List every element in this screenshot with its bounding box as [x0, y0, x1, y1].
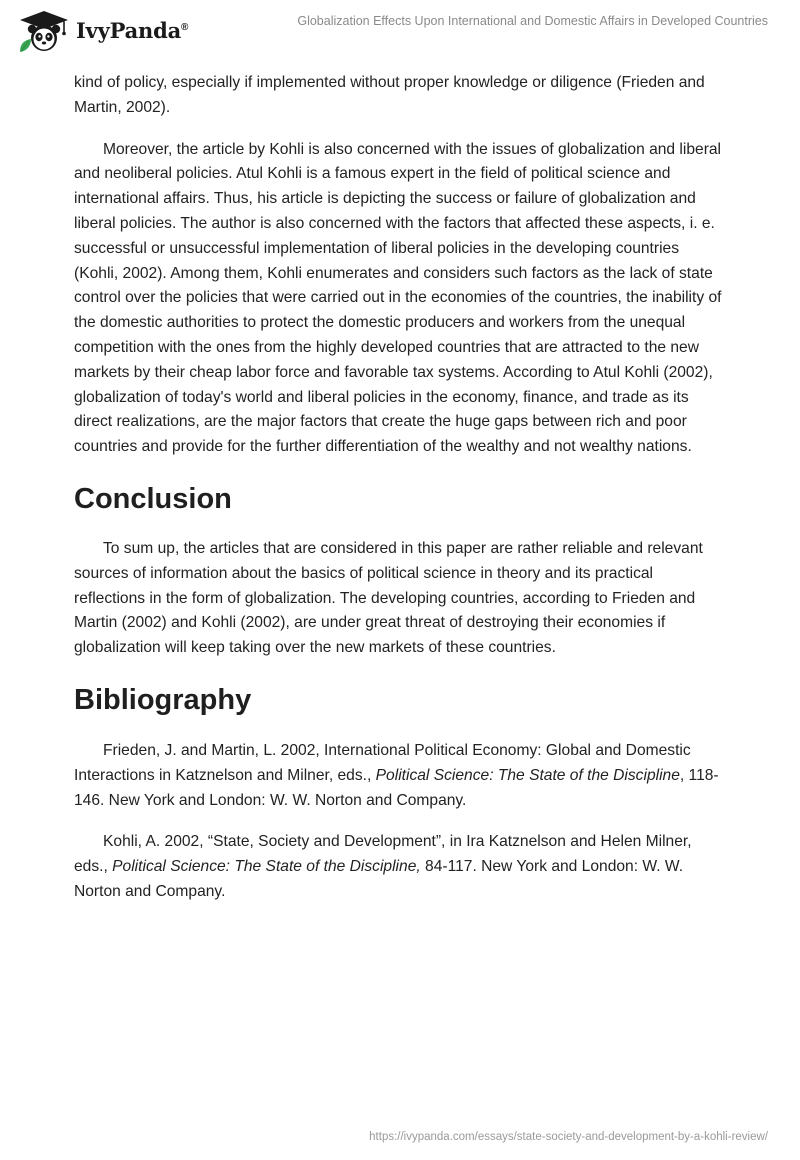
conclusion-heading: Conclusion [74, 482, 232, 515]
reference-text: , 118-146. New York and London: W. W. Norton and Company. [74, 766, 719, 809]
bibliography-heading: Bibliography [74, 683, 252, 716]
brand-name: IvyPanda® [76, 17, 189, 43]
reference-item [74, 739, 726, 813]
reference-text: Frieden, J. and Martin, L. 2002, International Political Economy: Global and Domestic Interactions in Katznelson and Milner, eds., [74, 741, 691, 784]
page-header [0, 0, 800, 62]
kohli-paragraph: Moreover, the article by Kohli is also concerned with the issues of globalization and liberal and neoliberal policies. Atul Kohli is a famous expert in the field of political science and international affairs. Thus, his article is depicting the success or failure of globalization and liberal policies. The author is also concerned with the factors that affected these aspects, i. e. successful or unsuccessful implementation of liberal policies in the developing countries (Kohli, 2002). Among them, Kohli enumerates and considers such factors as the lack of state control over the policies that were carried out in the economies of the countries, the inability of the domestic authorities to protect the domestic producers and workers from the unequal competition with the ones from the highly developed countries that are attracted to the new markets by their cheap labor force and favorable tax systems. According to Atul Kohli (2002), globalization of today's world and liberal policies in the economy, finance, and trade as its direct realizations, are the major factors that create the huge gaps between rich and poor countries and provide for the further differentiation of the wealthy and not wealthy nations. [74, 140, 722, 456]
essay-body [74, 71, 726, 905]
conclusion-paragraph: To sum up, the articles that are considered in this paper are rather reliable and relevant sources of information about the basics of political science in theory and its practical reflections in the form of globalization. The developing countries, according to Frieden and Martin (2002) and Kohli (2002), are under great threat of destroying their economies if globalization will keep taking over the new markets of these countries. [74, 539, 703, 657]
reference-text: Kohli, A. 2002, “State, Society and Development”, in Ira Katznelson and Helen Milner, eds., [74, 833, 692, 876]
reference-text: 84-117. New York and London: W. W. Norton and Company. [74, 858, 684, 900]
panda-graduate-icon [14, 8, 74, 54]
reference-title: Political Science: The State of the Discipline, [112, 858, 421, 876]
source-url-link[interactable]: https://ivypanda.com/essays/state-society-and-development-by-a-kohli-review/ [369, 1131, 768, 1143]
document-title: Globalization Effects Upon International and Domestic Affairs in Developed Countries [297, 14, 768, 28]
reference-title: Political Science: The State of the Discipline [375, 766, 680, 784]
reference-item [74, 830, 726, 904]
intro-paragraph: kind of policy, especially if implemented without proper knowledge or diligence (Frieden and Martin, 2002). [74, 74, 705, 116]
ivypanda-logo[interactable] [14, 8, 188, 54]
registered-mark: ® [181, 21, 189, 33]
